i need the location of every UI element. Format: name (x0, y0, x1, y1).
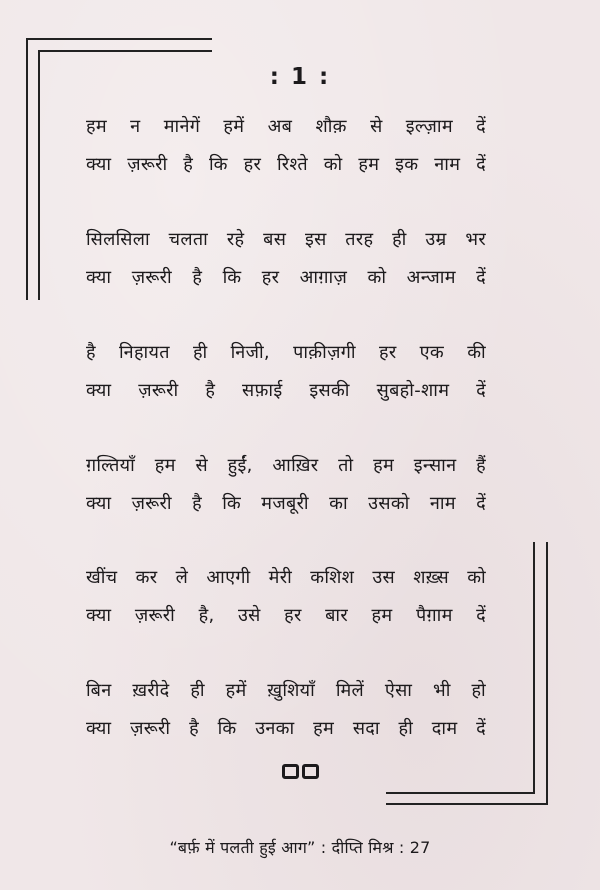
page-footer: “बर्फ़ में पलती हुई आग” : दीप्ति मिश्र : 27 (169, 838, 431, 857)
verse-line-1-2: क्या ज़रूरी है कि हर रिश्ते को हम इक नाम दें (86, 154, 486, 175)
verse-line-5-1: खींच कर ले आएगी मेरी कशिश उस शख़्स को (86, 567, 486, 588)
frame-line-top-left-outer (26, 38, 212, 40)
verse-line-3-2: क्या ज़रूरी है सफ़ाई इसकी सुबहो-शाम दें (86, 380, 486, 401)
verse-line-2-1: सिलसिला चलता रहे बस इस तरह ही उम्र भर (86, 229, 486, 250)
poem-number: : 1 : (269, 64, 331, 90)
frame-line-right-outer (546, 542, 548, 804)
verse-line-1-1: हम न मानेगें हमें अब शौक़ से इल्ज़ाम दें (86, 116, 486, 137)
end-of-poem-mark (270, 764, 330, 779)
end-mark-box-right (302, 764, 319, 779)
end-mark-box-left (282, 764, 299, 779)
frame-line-bottom-right-outer (386, 803, 548, 805)
verse-line-4-1: ग़ल्तियाँ हम से हुईं, आख़िर तो हम इन्सान हैं (86, 455, 486, 476)
frame-line-right-inner (533, 542, 535, 794)
verse-line-5-2: क्या ज़रूरी है, उसे हर बार हम पैग़ाम दें (86, 605, 486, 626)
verse-line-3-1: है निहायत ही निजी, पाक़ीज़गी हर एक की (86, 342, 486, 363)
verse-line-6-1: बिन ख़रीदे ही हमें ख़ुशियाँ मिलें ऐसा भी हो (86, 680, 486, 701)
verse-line-2-2: क्या ज़रूरी है कि हर आग़ाज़ को अन्जाम दें (86, 267, 486, 288)
verse-line-6-2: क्या ज़रूरी है कि उनका हम सदा ही दाम दें (86, 718, 486, 739)
frame-line-top-left-inner (38, 50, 212, 52)
verse-line-4-2: क्या ज़रूरी है कि मजबूरी का उसको नाम दें (86, 493, 486, 514)
frame-line-bottom-right-inner (386, 792, 535, 794)
